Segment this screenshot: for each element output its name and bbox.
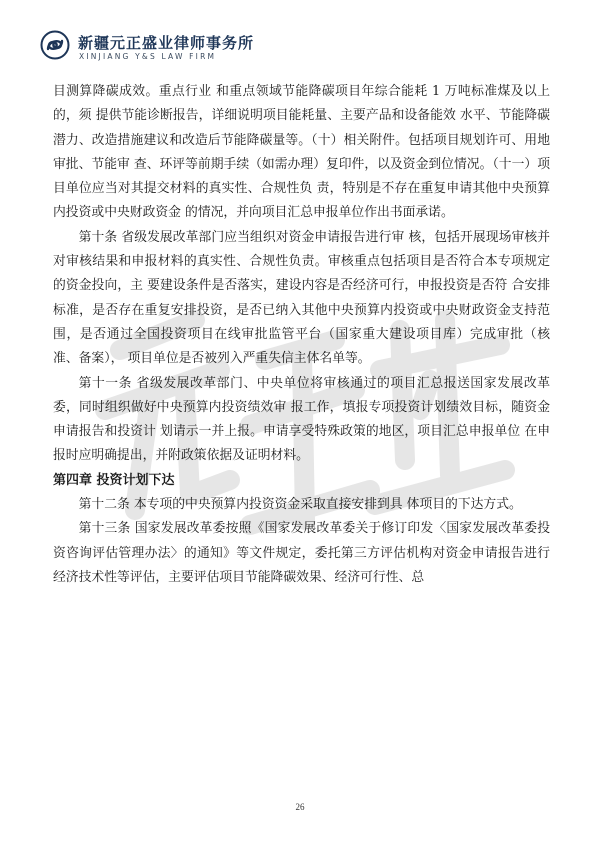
- document-body: [53, 80, 550, 590]
- paragraph-article-10: 第十条 省级发展改革部门应当组织对资金申请报告进行审 核，包括开展现场审核并对审核结果和申报材料的真实性、合规性负责。审核重点包括项目是否符合本专项规定的资金投向，主 要建设条件是否落实，建设内容是否经济可行，申报投资是否符 合安排标准，是否存在重复安排投资，是否已纳入其他中央预算内投资或中央财政资金支持范围，是否通过全国投资项目在线审批监管平台（国家重大建设项目库）完成审批（核准、备案）， 项目单位是否被列入严重失信主体名单等。: [53, 229, 550, 367]
- paragraph-article-11: 第十一条 省级发展改革部门、中央单位将审核通过的项目汇总报送国家发展改革委，同时组织做好中央预算内投资绩效审 报工作，填报专项投资计划绩效目标，随资金申请报告和投资计 划请示一并上报。申请享受特殊政策的地区，项目汇总申报单位 在申报时应明确提出，并附政策依据及证明材料。: [53, 375, 550, 464]
- paragraph-article-12: 第十二条 本专项的中央预算内投资资金采取直接安排到具 体项目的下达方式。: [78, 497, 522, 513]
- paragraph-application-materials: 目测算降碳成效。重点行业 和重点领域节能降碳项目年综合能耗 1 万吨标准煤及以上的，须 提供节能诊断报告，详细说明项目能耗量、主要产品和设备能效 水平、节能降碳潜力、改造措施建议和改造后节能降碳量等。（十）相关附件。包括项目规划许可、用地审批、节能审 查、环评等前期手续（如需办理）复印件，以及资金到位情况。（十一）项目单位应当对其提交材料的真实性、合规性负 责，特别是不存在重复申请其他中央预算内投资或中央财政资金 的情况，并向项目汇总申报单位作出书面承诺。: [53, 84, 550, 221]
- firm-name-chinese: 新疆元正盛业律师事务所: [78, 34, 255, 52]
- page-number: 26: [295, 802, 305, 812]
- firm-name-english: XINJIANG Y&S LAW FIRM: [79, 52, 217, 61]
- page-header: [40, 30, 560, 70]
- swirl-logo-icon: [40, 30, 70, 60]
- paragraph-article-13: 第十三条 国家发展改革委按照《国家发展改革委关于修订印发〈国家发展改革委投资咨询评估管理办法〉的通知》等文件规定，委托第三方评估机构对资金申请报告进行经济技术性等评估，主要评估项目节能降碳效果、经济可行性、总: [53, 521, 550, 585]
- chapter-heading: 第四章 投资计划下达: [53, 472, 175, 488]
